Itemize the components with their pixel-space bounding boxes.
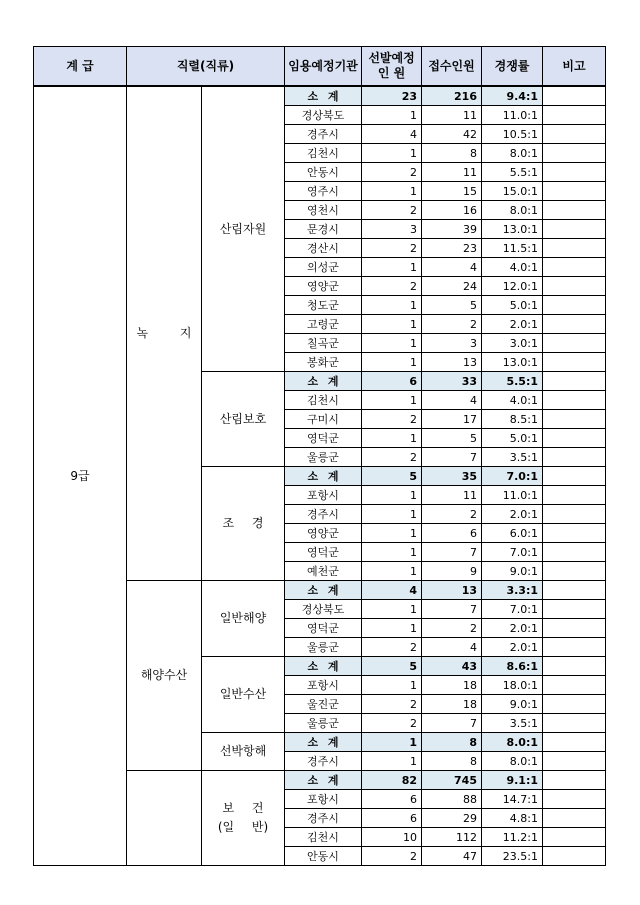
institution-cell: 포항시 — [285, 790, 362, 809]
planned-cell: 5 — [362, 467, 422, 486]
remarks-cell — [543, 619, 606, 638]
planned-cell: 2 — [362, 239, 422, 258]
ratio-cell: 7.0:1 — [482, 543, 543, 562]
planned-cell: 1 — [362, 315, 422, 334]
institution-cell: 영덕군 — [285, 429, 362, 448]
planned-cell: 1 — [362, 144, 422, 163]
applicants-cell: 7 — [422, 448, 482, 467]
applicants-cell: 7 — [422, 600, 482, 619]
planned-cell: 2 — [362, 714, 422, 733]
applicants-cell: 3 — [422, 334, 482, 353]
planned-cell: 4 — [362, 581, 422, 600]
remarks-cell — [543, 353, 606, 372]
specialty-cell — [202, 467, 285, 581]
planned-cell: 6 — [362, 790, 422, 809]
remarks-cell — [543, 429, 606, 448]
specialty-label: 산림보호 — [219, 411, 267, 426]
applicants-cell: 7 — [422, 714, 482, 733]
remarks-cell — [543, 733, 606, 752]
ratio-cell: 5.0:1 — [482, 429, 543, 448]
planned-cell: 6 — [362, 809, 422, 828]
institution-cell: 영주시 — [285, 182, 362, 201]
applicants-cell: 6 — [422, 524, 482, 543]
remarks-cell — [543, 410, 606, 429]
remarks-cell — [543, 106, 606, 125]
applicants-cell: 9 — [422, 562, 482, 581]
remarks-cell — [543, 657, 606, 676]
planned-cell: 1 — [362, 182, 422, 201]
ratio-cell: 9.0:1 — [482, 695, 543, 714]
remarks-cell — [543, 771, 606, 790]
ratio-cell: 3.5:1 — [482, 448, 543, 467]
institution-cell: 소 계 — [285, 467, 362, 486]
institution-cell: 울릉군 — [285, 448, 362, 467]
remarks-cell — [543, 505, 606, 524]
planned-cell: 1 — [362, 353, 422, 372]
institution-cell: 소 계 — [285, 86, 362, 106]
ratio-cell: 4.8:1 — [482, 809, 543, 828]
planned-cell: 2 — [362, 277, 422, 296]
applicants-cell: 13 — [422, 353, 482, 372]
institution-cell: 포항시 — [285, 676, 362, 695]
institution-cell: 김천시 — [285, 828, 362, 847]
ratio-cell: 14.7:1 — [482, 790, 543, 809]
ratio-cell: 5.0:1 — [482, 296, 543, 315]
remarks-cell — [543, 752, 606, 771]
applicants-cell: 7 — [422, 543, 482, 562]
applicants-cell: 745 — [422, 771, 482, 790]
institution-cell: 김천시 — [285, 391, 362, 410]
institution-cell: 고령군 — [285, 315, 362, 334]
institution-cell: 김천시 — [285, 144, 362, 163]
remarks-cell — [543, 524, 606, 543]
remarks-cell — [543, 448, 606, 467]
planned-cell: 1 — [362, 429, 422, 448]
institution-cell: 봉화군 — [285, 353, 362, 372]
ratio-cell: 5.5:1 — [482, 372, 543, 391]
planned-cell: 1 — [362, 562, 422, 581]
institution-cell: 칠곡군 — [285, 334, 362, 353]
applicants-cell: 5 — [422, 429, 482, 448]
remarks-cell — [543, 809, 606, 828]
institution-cell: 경주시 — [285, 125, 362, 144]
institution-cell: 경주시 — [285, 752, 362, 771]
ratio-cell: 10.5:1 — [482, 125, 543, 144]
remarks-cell — [543, 125, 606, 144]
ratio-cell: 8.0:1 — [482, 201, 543, 220]
institution-cell: 경주시 — [285, 809, 362, 828]
applicants-cell: 2 — [422, 315, 482, 334]
applicants-cell: 11 — [422, 163, 482, 182]
institution-cell: 소 계 — [285, 771, 362, 790]
remarks-cell — [543, 581, 606, 600]
remarks-cell — [543, 315, 606, 334]
institution-cell: 경상북도 — [285, 600, 362, 619]
remarks-cell — [543, 182, 606, 201]
applicants-cell: 42 — [422, 125, 482, 144]
institution-cell: 청도군 — [285, 296, 362, 315]
planned-cell: 2 — [362, 448, 422, 467]
remarks-cell — [543, 543, 606, 562]
header-grade: 계 급 — [34, 47, 127, 87]
applicants-cell: 29 — [422, 809, 482, 828]
specialty-cell — [202, 581, 285, 657]
remarks-cell — [543, 695, 606, 714]
ratio-cell: 2.0:1 — [482, 505, 543, 524]
header-applicants: 접수인원 — [422, 47, 482, 87]
remarks-cell — [543, 163, 606, 182]
ratio-cell: 4.0:1 — [482, 391, 543, 410]
applicants-cell: 112 — [422, 828, 482, 847]
subtotal-row — [34, 86, 606, 106]
institution-cell: 소 계 — [285, 372, 362, 391]
planned-cell: 1 — [362, 733, 422, 752]
institution-cell: 소 계 — [285, 733, 362, 752]
ratio-cell: 11.2:1 — [482, 828, 543, 847]
header-ratio: 경쟁률 — [482, 47, 543, 87]
ratio-cell: 2.0:1 — [482, 315, 543, 334]
applicants-cell: 4 — [422, 638, 482, 657]
ratio-cell: 7.0:1 — [482, 467, 543, 486]
planned-cell: 1 — [362, 505, 422, 524]
remarks-cell — [543, 562, 606, 581]
ratio-cell: 12.0:1 — [482, 277, 543, 296]
applicants-cell: 39 — [422, 220, 482, 239]
specialty-cell — [202, 771, 285, 866]
institution-cell: 소 계 — [285, 581, 362, 600]
header-institution: 임용예정기관 — [285, 47, 362, 87]
applicants-cell: 35 — [422, 467, 482, 486]
header-row — [34, 47, 606, 87]
specialty-label: 조 경 — [222, 516, 264, 530]
remarks-cell — [543, 847, 606, 866]
planned-cell: 2 — [362, 201, 422, 220]
specialty-cell — [202, 657, 285, 733]
remarks-cell — [543, 277, 606, 296]
ratio-cell: 8.0:1 — [482, 752, 543, 771]
header-series: 직렬(직류) — [127, 47, 285, 87]
remarks-cell — [543, 239, 606, 258]
remarks-cell — [543, 372, 606, 391]
grade-cell: 9급 — [34, 86, 127, 866]
recruitment-competition-table — [33, 46, 606, 866]
institution-cell: 영덕군 — [285, 619, 362, 638]
planned-cell: 1 — [362, 752, 422, 771]
ratio-cell: 4.0:1 — [482, 258, 543, 277]
ratio-cell: 3.3:1 — [482, 581, 543, 600]
ratio-cell: 9.4:1 — [482, 86, 543, 106]
planned-cell: 2 — [362, 695, 422, 714]
remarks-cell — [543, 334, 606, 353]
remarks-cell — [543, 220, 606, 239]
ratio-cell: 8.5:1 — [482, 410, 543, 429]
planned-cell: 4 — [362, 125, 422, 144]
remarks-cell — [543, 258, 606, 277]
series-cell: 해양수산 — [127, 581, 202, 771]
ratio-cell: 3.5:1 — [482, 714, 543, 733]
ratio-cell: 3.0:1 — [482, 334, 543, 353]
remarks-cell — [543, 144, 606, 163]
ratio-cell: 23.5:1 — [482, 847, 543, 866]
remarks-cell — [543, 296, 606, 315]
applicants-cell: 4 — [422, 391, 482, 410]
institution-cell: 문경시 — [285, 220, 362, 239]
applicants-cell: 11 — [422, 486, 482, 505]
ratio-cell: 15.0:1 — [482, 182, 543, 201]
planned-cell: 1 — [362, 391, 422, 410]
applicants-cell: 8 — [422, 733, 482, 752]
applicants-cell: 5 — [422, 296, 482, 315]
institution-cell: 경상북도 — [285, 106, 362, 125]
ratio-cell: 13.0:1 — [482, 353, 543, 372]
specialty-cell — [202, 372, 285, 467]
ratio-cell: 7.0:1 — [482, 600, 543, 619]
applicants-cell: 47 — [422, 847, 482, 866]
institution-cell: 울릉군 — [285, 638, 362, 657]
planned-cell: 1 — [362, 106, 422, 125]
applicants-cell: 2 — [422, 505, 482, 524]
planned-cell: 1 — [362, 486, 422, 505]
applicants-cell: 15 — [422, 182, 482, 201]
planned-cell: 3 — [362, 220, 422, 239]
planned-cell: 1 — [362, 543, 422, 562]
ratio-cell: 11.0:1 — [482, 486, 543, 505]
remarks-cell — [543, 86, 606, 106]
remarks-cell — [543, 638, 606, 657]
planned-cell: 5 — [362, 657, 422, 676]
applicants-cell: 2 — [422, 619, 482, 638]
specialty-label: 보 건 (일 반) — [217, 801, 269, 834]
specialty-cell — [202, 733, 285, 771]
ratio-cell: 2.0:1 — [482, 638, 543, 657]
ratio-cell: 8.0:1 — [482, 733, 543, 752]
ratio-cell: 8.0:1 — [482, 144, 543, 163]
series-cell: 녹 지 — [127, 86, 202, 581]
planned-cell: 2 — [362, 163, 422, 182]
applicants-cell: 33 — [422, 372, 482, 391]
ratio-cell: 9.0:1 — [482, 562, 543, 581]
remarks-cell — [543, 790, 606, 809]
planned-cell: 1 — [362, 334, 422, 353]
specialty-label: 산림자원 — [219, 221, 267, 236]
remarks-cell — [543, 714, 606, 733]
remarks-cell — [543, 467, 606, 486]
institution-cell: 울진군 — [285, 695, 362, 714]
applicants-cell: 23 — [422, 239, 482, 258]
remarks-cell — [543, 828, 606, 847]
institution-cell: 울릉군 — [285, 714, 362, 733]
specialty-label: 일반해양 — [219, 611, 267, 625]
institution-cell: 구미시 — [285, 410, 362, 429]
institution-cell: 영양군 — [285, 524, 362, 543]
planned-cell: 10 — [362, 828, 422, 847]
specialty-cell — [202, 86, 285, 372]
institution-cell: 영덕군 — [285, 543, 362, 562]
applicants-cell: 8 — [422, 144, 482, 163]
ratio-cell: 2.0:1 — [482, 619, 543, 638]
applicants-cell: 18 — [422, 676, 482, 695]
header-planned: 선발예정 인 원 — [362, 47, 422, 87]
applicants-cell: 11 — [422, 106, 482, 125]
planned-cell: 1 — [362, 676, 422, 695]
applicants-cell: 24 — [422, 277, 482, 296]
institution-cell: 예천군 — [285, 562, 362, 581]
ratio-cell: 13.0:1 — [482, 220, 543, 239]
applicants-cell: 216 — [422, 86, 482, 106]
specialty-label: 일반수산 — [219, 687, 267, 701]
applicants-cell: 18 — [422, 695, 482, 714]
ratio-cell: 6.0:1 — [482, 524, 543, 543]
institution-cell: 영천시 — [285, 201, 362, 220]
planned-cell: 1 — [362, 600, 422, 619]
specialty-label: 선박항해 — [219, 744, 267, 758]
planned-cell: 2 — [362, 410, 422, 429]
ratio-cell: 9.1:1 — [482, 771, 543, 790]
applicants-cell: 16 — [422, 201, 482, 220]
applicants-cell: 8 — [422, 752, 482, 771]
institution-cell: 경주시 — [285, 505, 362, 524]
applicants-cell: 17 — [422, 410, 482, 429]
applicants-cell: 4 — [422, 258, 482, 277]
ratio-cell: 18.0:1 — [482, 676, 543, 695]
ratio-cell: 5.5:1 — [482, 163, 543, 182]
institution-cell: 안동시 — [285, 163, 362, 182]
institution-cell: 소 계 — [285, 657, 362, 676]
planned-cell: 23 — [362, 86, 422, 106]
ratio-cell: 11.0:1 — [482, 106, 543, 125]
remarks-cell — [543, 676, 606, 695]
planned-cell: 1 — [362, 296, 422, 315]
ratio-cell: 11.5:1 — [482, 239, 543, 258]
institution-cell: 안동시 — [285, 847, 362, 866]
applicants-cell: 88 — [422, 790, 482, 809]
applicants-cell: 13 — [422, 581, 482, 600]
remarks-cell — [543, 201, 606, 220]
planned-cell: 1 — [362, 524, 422, 543]
remarks-cell — [543, 486, 606, 505]
planned-cell: 1 — [362, 619, 422, 638]
planned-cell: 6 — [362, 372, 422, 391]
institution-cell: 영양군 — [285, 277, 362, 296]
ratio-cell: 8.6:1 — [482, 657, 543, 676]
planned-cell: 1 — [362, 258, 422, 277]
institution-cell: 의성군 — [285, 258, 362, 277]
planned-cell: 82 — [362, 771, 422, 790]
series-cell — [127, 771, 202, 866]
header-remarks: 비고 — [543, 47, 606, 87]
remarks-cell — [543, 391, 606, 410]
remarks-cell — [543, 600, 606, 619]
institution-cell: 경산시 — [285, 239, 362, 258]
planned-cell: 2 — [362, 638, 422, 657]
institution-cell: 포항시 — [285, 486, 362, 505]
planned-cell: 2 — [362, 847, 422, 866]
applicants-cell: 43 — [422, 657, 482, 676]
